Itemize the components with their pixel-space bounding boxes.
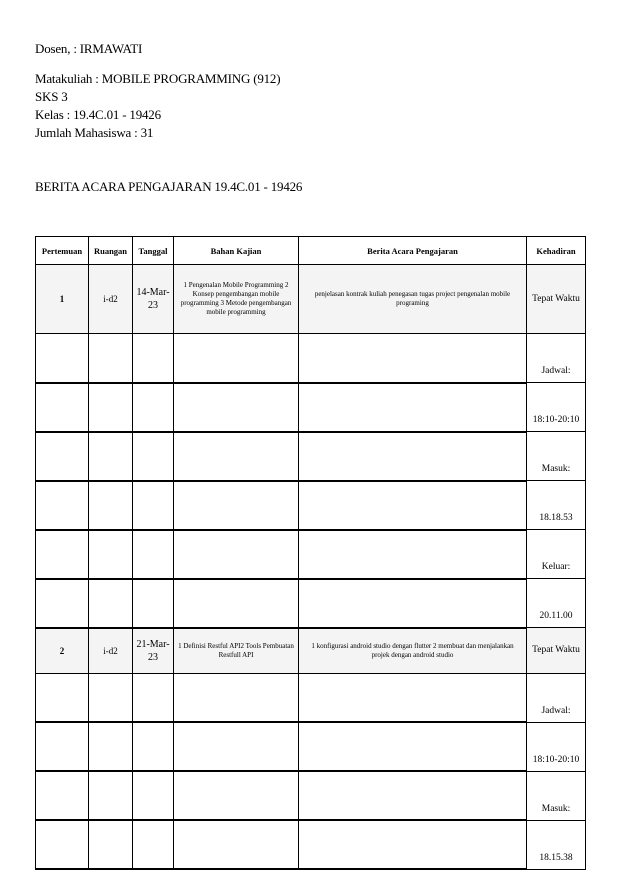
berita-acara-cell: penjelasan kontrak kuliah penegasan tugas project pengenalan mobile programing <box>299 265 527 334</box>
table-row <box>36 722 586 771</box>
table-row <box>36 771 586 820</box>
table-row <box>36 628 586 674</box>
table-row <box>36 383 586 432</box>
bahan-kajian-cell: 1 Definisi Restful API2 Tools Pembuatan Restfull API <box>174 628 299 674</box>
kehadiran-detail-cell: 20.11.00 <box>527 579 586 628</box>
column-header: Berita Acara Pengajaran <box>299 237 527 265</box>
tanggal-cell: 14-Mar-23 <box>133 265 174 334</box>
kehadiran-detail-cell: 18.18.53 <box>527 481 586 530</box>
kehadiran-detail-cell: 18.15.38 <box>527 820 586 869</box>
berita-acara-title: BERITA ACARA PENGAJARAN 19.4C.01 - 19426 <box>35 179 303 194</box>
kehadiran-detail-cell: Masuk: <box>527 432 586 481</box>
kelas-label: Kelas : 19.4C.01 - 19426 <box>35 107 161 122</box>
matakuliah-label: Matakuliah : MOBILE PROGRAMMING (912) <box>35 71 281 86</box>
column-header: Ruangan <box>89 237 133 265</box>
column-header: Pertemuan <box>36 237 89 265</box>
kehadiran-detail-cell: Jadwal: <box>527 334 586 383</box>
table-header-row <box>36 237 586 265</box>
column-header: Bahan Kajian <box>174 237 299 265</box>
table-row <box>36 530 586 579</box>
column-header: Tanggal <box>133 237 174 265</box>
table-row <box>36 820 586 869</box>
kehadiran-detail-cell: 18:10-20:10 <box>527 383 586 432</box>
pertemuan-cell: 2 <box>36 628 89 674</box>
table-row <box>36 265 586 334</box>
tanggal-cell: 21-Mar-23 <box>133 628 174 674</box>
table-row <box>36 579 586 628</box>
course-info <box>35 70 280 142</box>
ruangan-cell: i-d2 <box>89 265 133 334</box>
pertemuan-cell: 1 <box>36 265 89 334</box>
kehadiran-detail-cell: Keluar: <box>527 530 586 579</box>
kehadiran-detail-cell: Masuk: <box>527 771 586 820</box>
column-header: Kehadiran <box>527 237 586 265</box>
dosen-label: Dosen, : IRMAWATI <box>35 41 143 56</box>
table-row <box>36 673 586 722</box>
bahan-kajian-cell: 1 Pengenalan Mobile Programming 2 Konsep pengembangan mobile programming 3 Metode pengembangan mobile programming <box>174 265 299 334</box>
sks-label: SKS 3 <box>35 89 68 104</box>
kehadiran-detail-cell: 18:10-20:10 <box>527 722 586 771</box>
jumlah-mahasiswa-label: Jumlah Mahasiswa : 31 <box>35 125 154 140</box>
ruangan-cell: i-d2 <box>89 628 133 674</box>
table-row <box>36 334 586 383</box>
table-row <box>36 432 586 481</box>
table-row <box>36 481 586 530</box>
berita-acara-cell: 1 konfigurasi android studio dengan flutter 2 membuat dan menjalankan projek dengan android studio <box>299 628 527 674</box>
kehadiran-cell: Tepat Waktu <box>527 628 586 674</box>
kehadiran-detail-cell: Jadwal: <box>527 673 586 722</box>
kehadiran-cell: Tepat Waktu <box>527 265 586 334</box>
berita-acara-table <box>35 236 586 870</box>
